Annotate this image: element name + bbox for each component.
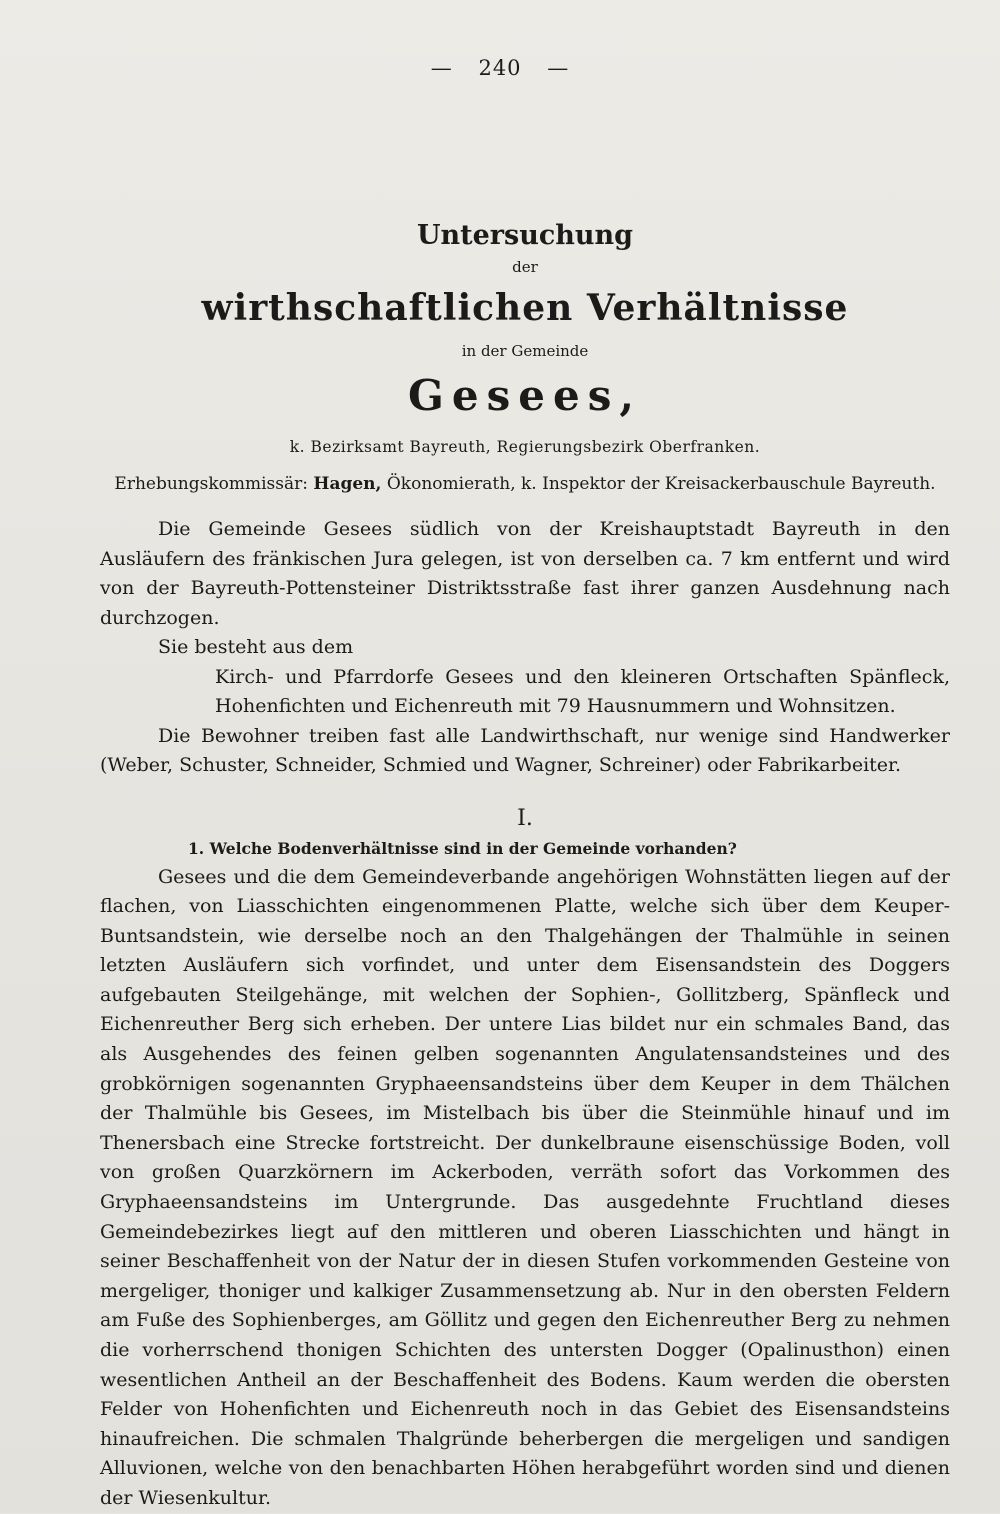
section-paragraph: Gesees und die dem Gemeindeverbande angehörigen Wohnstätten liegen auf der flachen, von Liasschichten eingenommenen Platte, welche sich über dem Keuper-Buntsandstein, wie derselbe noch an den Thalgehängen der Thalmühle in seinen letzten Ausläufern sich vorfindet, und unter dem Eisensandstein des Doggers aufgebauten Steilgehänge, mit welchen der Sophien-, Gollitzberg, Spänfleck und Eichenreuther Berg sich erheben. Der untere Lias bildet nur ein schmales Band, das als Ausgehendes des feinen gelben sogenannten Angulatensandsteines und des grobkörnigen sogenannten Gryphaeensandsteins über dem Keuper in dem Thälchen der Thalmühle bis Gesees, im Mistelbach bis über die Steinmühle hinauf und im Thenersbach eine Strecke fortstreicht. Der dunkelbraune eisenschüssige Boden, voll von großen Quarzkörnern im Ackerboden, verräth sofort das Vorkommen des Gryphaeensandsteins im Untergrunde. Das ausgedehnte Fruchtland dieses Gemeindebezirkes liegt auf den mittleren und oberen Liasschichten und hängt in seiner Beschaffenheit von der Natur der in diesen Stufen vorkommenden Gesteine von mergeliger, thoniger und kalkiger Zusammensetzung ab. Nur in den obersten Feldern am Fuße des Sophienberges, am Göllitz und gegen den Eichenreuther Berg zu nehmen die vorherrschend thonigen Schichten des untersten Dogger (Opalinusthon) einen wesentlichen Antheil an der Beschaffenheit des Bodens. Kaum werden die obersten Felder von Hohenfichten und Eichenreuth noch in das Gebiet des Eisensandsteins hinaufreichen. Die schmalen Thalgründe beherbergen die mergeligen und sandigen Alluvionen, welche von den benachbarten Höhen herabgeführt worden sind und dienen der Wiesenkultur. bbox=[100, 865, 950, 1509]
commissioner-prefix: Erhebungskommissär: bbox=[114, 474, 308, 494]
intro-paragraph-1: Die Gemeinde Gesees südlich von der Kreishauptstadt Bayreuth in den Ausläufern des fränkischen Jura gelegen, ist von derselben ca. 7 km entfernt und wird von der Bayreuth-Pottensteiner Distriktsstraße fast ihrer ganzen Ausdehnung nach durchzogen. bbox=[100, 518, 950, 629]
body-text bbox=[100, 515, 950, 1514]
intro-paragraph-4: Die Bewohner treiben fast alle Landwirthschaft, nur wenige sind Handwerker (Weber, Schuster, Schneider, Schmied und Wagner, Schreiner) oder Fabrikarbeiter. bbox=[100, 724, 950, 776]
page-number-dash-right: — bbox=[547, 56, 570, 80]
title-line-3: wirthschaftlichen Verhältnisse bbox=[201, 287, 849, 329]
page-number-value: 240 bbox=[478, 56, 522, 80]
title-line-2: der bbox=[512, 258, 538, 276]
commissioner-name: Hagen, bbox=[313, 474, 382, 494]
title-municipality: Gesees, bbox=[408, 371, 642, 420]
intro-paragraph-3: Kirch- und Pfarrdorfe Gesees und den kleineren Ortschaften Spänfleck, Hohenfichten und Eichenreuth mit 79 Hausnummern und Wohnsitzen. bbox=[215, 665, 950, 717]
page-number-dash-left: — bbox=[430, 56, 453, 80]
title-district: k. Bezirksamt Bayreuth, Regierungsbezirk Oberfranken. bbox=[289, 438, 761, 456]
intro-paragraph-2: Sie besteht aus dem bbox=[158, 636, 354, 658]
commissioner-line bbox=[100, 470, 950, 498]
section-question: 1. Welche Bodenverhältnisse sind in der Gemeinde vorhanden? bbox=[188, 838, 737, 858]
commissioner-suffix: Ökonomierath, k. Inspektor der Kreisackerbauschule Bayreuth. bbox=[386, 474, 936, 494]
title-line-1: Untersuchung bbox=[416, 220, 634, 251]
title-block bbox=[100, 216, 950, 498]
title-line-4: in der Gemeinde bbox=[461, 342, 589, 360]
page-number bbox=[0, 56, 1000, 80]
section-numeral: I. bbox=[517, 805, 533, 831]
